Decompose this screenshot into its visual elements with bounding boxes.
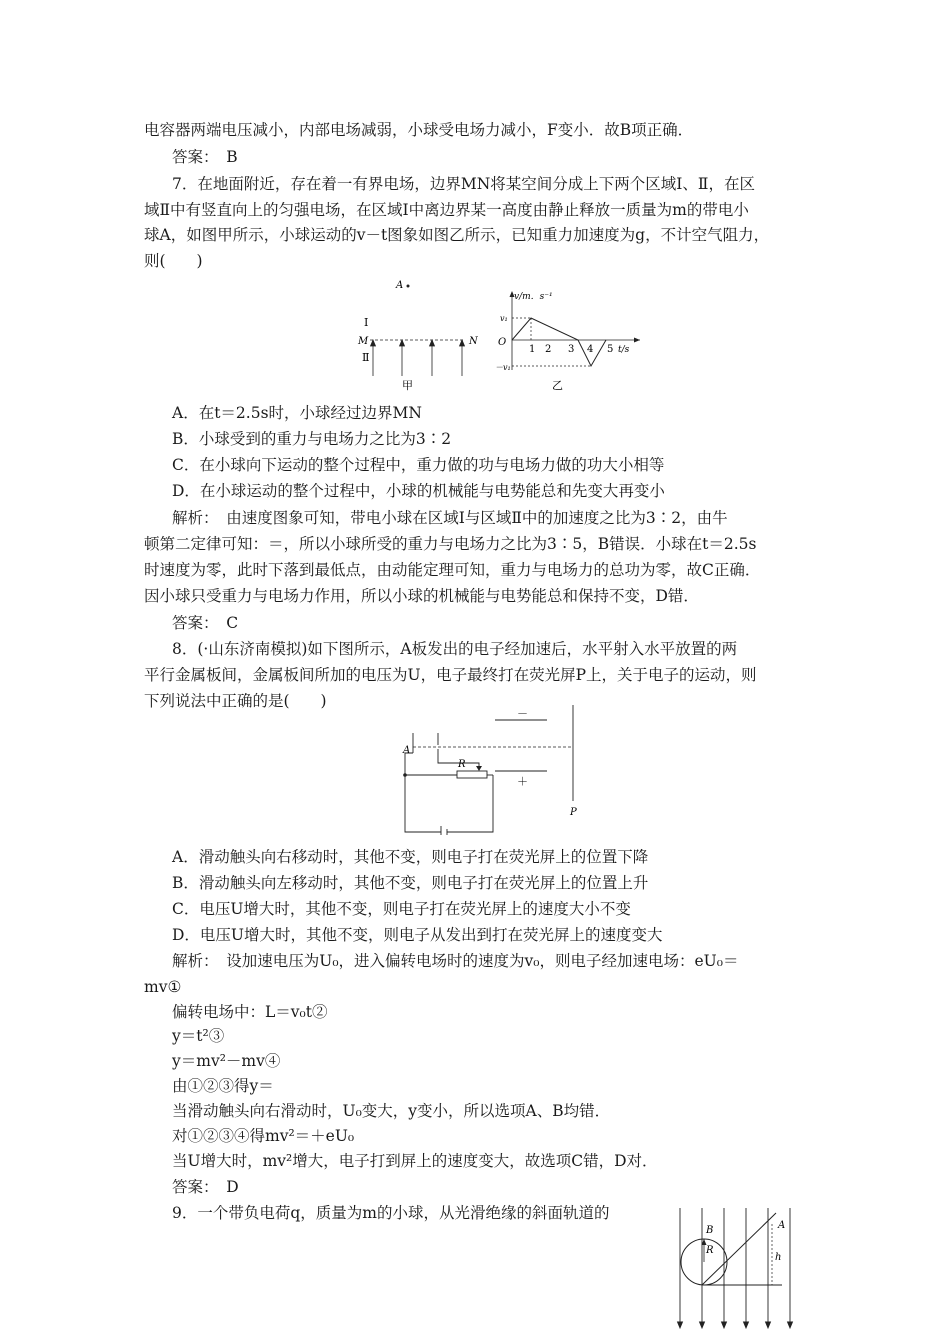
figure-9: [672, 1208, 802, 1338]
text-line: 电容器两端电压减小，内部电场减弱，小球受电场力减小，F变小．故B项正确．: [144, 121, 694, 139]
solution-line: 偏转电场中：L＝v₀t②: [172, 1003, 328, 1021]
solution-line: 因小球只受重力与电场力作用，所以小球的机械能与电势能总和保持不变，D错．: [144, 587, 699, 605]
fig7-tick: 2: [545, 344, 552, 355]
fig7-tick: 1: [529, 344, 536, 355]
answer-line: 答案： C: [172, 614, 239, 632]
fig7-vlabel: v/m．s⁻¹: [514, 292, 553, 302]
option-d: D．电压U增大时，其他不变，则电子从发出到打在荧光屏上的速度变大: [172, 926, 663, 944]
fig7-tick: 3: [568, 344, 575, 355]
fig7-vt-line: [512, 318, 606, 366]
question-7-line: 域Ⅱ中有竖直向上的匀强电场，在区域Ⅰ中离边界某一高度由静止释放一质量为m的带电小: [144, 201, 749, 219]
fig8-resistor: [457, 771, 487, 778]
answer-line: 答案： B: [172, 148, 238, 166]
fig9-a-label: A: [778, 1220, 786, 1231]
fig7-v1: v₁: [500, 314, 508, 323]
fig8-p-label: P: [570, 807, 577, 818]
fig8-minus: －: [517, 707, 528, 720]
fig7-negv1: －v₁: [495, 363, 511, 372]
option-b: B．滑动触头向左移动时，其他不变，则电子打在荧光屏上的位置上升: [172, 874, 649, 892]
fig8-a-label: A: [403, 745, 411, 756]
fig8-plus: ＋: [517, 775, 528, 788]
option-a: A．在t＝2.5s时，小球经过边界MN: [172, 404, 422, 422]
fig9-field-lines: [678, 1208, 793, 1328]
question-8-line: 8．(·山东济南模拟)如下图所示，A板发出的电子经加速后，水平射入水平放置的两: [172, 640, 738, 658]
option-b: B．小球受到的重力与电场力之比为3∶2: [172, 430, 452, 448]
fig7-caption-right: 乙: [552, 379, 563, 392]
fig7-ball: [407, 285, 410, 288]
fig7-region1: Ⅰ: [364, 316, 369, 329]
fig7-n-label: N: [469, 336, 478, 347]
option-a: A．滑动触头向右移动时，其他不变，则电子打在荧光屏上的位置下降: [172, 848, 649, 866]
figure-7: [340, 278, 650, 393]
question-8-line: 平行金属板间，金属板间所加的电压为U，电子最终打在荧光屏P上，关于电子的运动，则: [144, 666, 757, 684]
fig7-vt-graph: [495, 291, 640, 372]
question-9-line: 9．一个带负电荷q，质量为m的小球，从光滑绝缘的斜面轨道的: [172, 1204, 610, 1222]
fig7-caption-left: 甲: [402, 379, 413, 392]
fig7-tick: 4: [587, 344, 594, 355]
solution-line: 当U增大时，mv²增大，电子打到屏上的速度变大，故选项C错，D对．: [172, 1152, 658, 1170]
solution-line: 时速度为零，此时下落到最低点，由动能定理可知，重力与电场力的总功为零，故C正确．: [144, 561, 761, 579]
fig9-b-label: B: [706, 1225, 714, 1236]
solution-line: 顿第二定律可知：＝，所以小球所受的重力与电场力之比为3∶5，B错误．小球在t＝2.5s: [144, 535, 757, 553]
fig7-region2: Ⅱ: [362, 351, 370, 364]
solution-line: 当滑动触头向右滑动时，U₀变大，y变小，所以选项A、B均错．: [172, 1102, 611, 1120]
question-7-line: 则( ): [144, 252, 203, 270]
solution-line: y＝t²③: [172, 1027, 225, 1045]
fig7-ball-label: A: [396, 280, 404, 291]
solution-line: mv①: [144, 978, 182, 996]
question-7-line: 7．在地面附近，存在着一有界电场，边界MN将某空间分成上下两个区域Ⅰ、Ⅱ，在区: [172, 175, 755, 193]
fig7-tlabel: t/s: [618, 345, 630, 355]
option-c: C．在小球向下运动的整个过程中，重力做的功与电场力做的功大小相等: [172, 456, 665, 474]
solution-line: 对①②③④得mv²＝＋eU₀: [172, 1127, 355, 1145]
fig7-field-arrows: [371, 340, 465, 376]
solution-line: y＝mv²－mv④: [172, 1052, 281, 1070]
option-c: C．电压U增大时，其他不变，则电子打在荧光屏上的速度大小不变: [172, 900, 631, 918]
solution-line: 解析： 设加速电压为U₀，进入偏转电场时的速度为v₀，则电子经加速电场：eU₀＝: [172, 952, 739, 970]
fig8-r-label: R: [458, 759, 466, 770]
fig7-tick: 5: [607, 344, 614, 355]
question-7-line: 球A，如图甲所示，小球运动的v－t图象如图乙所示，已知重力加速度为g，不计空气阻力，: [144, 226, 770, 244]
fig7-origin: O: [498, 337, 507, 348]
figure-8: [395, 705, 595, 835]
fig7-m-label: M: [358, 336, 369, 347]
solution-line: 由①②③得y＝: [172, 1077, 274, 1095]
fig9-r-label: R: [706, 1245, 714, 1256]
fig9-h-label: h: [775, 1252, 782, 1263]
option-d: D．在小球运动的整个过程中，小球的机械能与电势能总和先变大再变小: [172, 482, 665, 500]
question-8-line: 下列说法中正确的是( ): [144, 692, 327, 710]
answer-line: 答案： D: [172, 1178, 239, 1196]
solution-line: 解析： 由速度图象可知，带电小球在区域Ⅰ与区域Ⅱ中的加速度之比为3∶2，由牛: [172, 509, 728, 527]
